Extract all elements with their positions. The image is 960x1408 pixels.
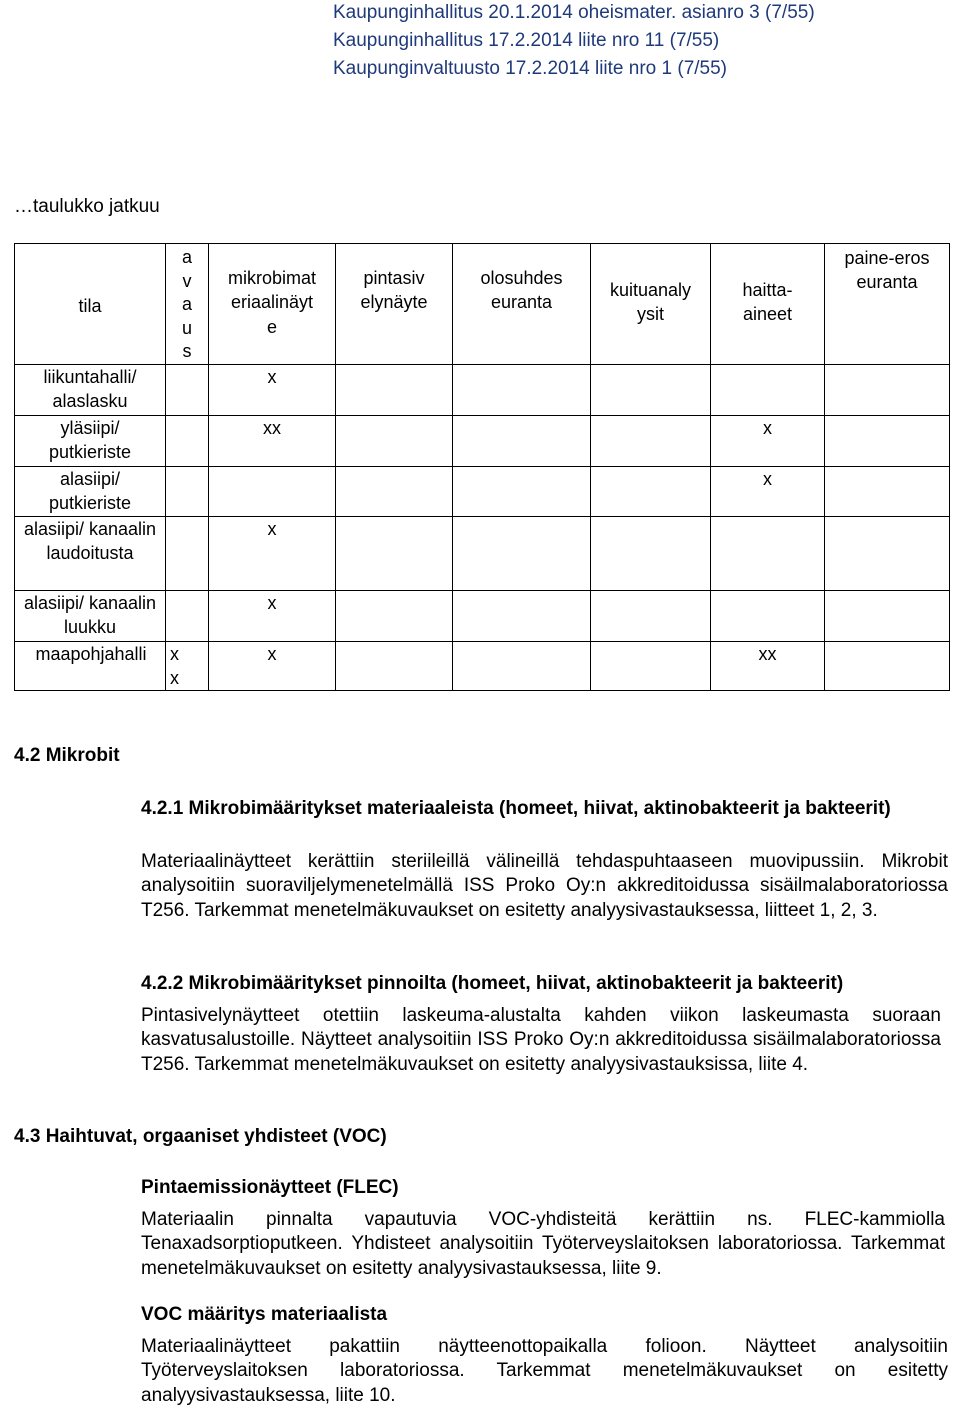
section-4-2-2-text: Pintasivelynäytteet otettiin laskeuma-alustalta kahden viikon laskeumasta suoraan kasvatusalustoille. Näytteet analysoitiin ISS Proko Oy:n akkreditoidussa sisäilmalaboratoriossa T256. Tarkemmat menetelmäkuvaukset on esitetty analyysivastauksissa, liite 4.: [141, 1005, 941, 1075]
table-header-row: [15, 244, 950, 365]
avaus-cell: [166, 590, 209, 641]
paine-cell: [825, 516, 950, 590]
pinta-cell: [336, 590, 453, 641]
header-kuitu: kuituanalyysit: [591, 244, 711, 365]
header-olosuhde: olosuhdeseuranta: [453, 244, 591, 365]
table-row: [15, 641, 950, 691]
room-cell: yläsiipi/ putkieriste: [15, 416, 166, 467]
header-line-3: Kaupunginvaltuusto 17.2.2014 liite nro 1 (7/55): [333, 58, 727, 79]
pinta-cell: [336, 416, 453, 467]
olosuhde-cell: [453, 516, 591, 590]
paine-cell: [825, 467, 950, 517]
pinta-cell: [336, 365, 453, 416]
table-row: [15, 365, 950, 416]
paine-cell: [825, 641, 950, 691]
kuitu-cell: [591, 416, 711, 467]
olosuhde-cell: [453, 641, 591, 691]
haitta-cell: [711, 516, 825, 590]
mikrobi-cell: x: [209, 590, 336, 641]
mikrobi-cell: xx: [209, 416, 336, 467]
olosuhde-cell: [453, 590, 591, 641]
table-row: [15, 590, 950, 641]
kuitu-cell: [591, 516, 711, 590]
mikrobi-cell: x: [209, 516, 336, 590]
kuitu-cell: [591, 590, 711, 641]
pinta-cell: [336, 641, 453, 691]
room-cell: alasiipi/ kanaalin laudoitusta: [15, 516, 166, 590]
header-pinta: pintasivelynäyte: [336, 244, 453, 365]
header-haitta: haitta-aineet: [711, 244, 825, 365]
haitta-cell: xx: [711, 641, 825, 691]
mikrobi-cell: [209, 467, 336, 517]
paine-cell: [825, 590, 950, 641]
paine-cell: [825, 416, 950, 467]
header-tila: tila: [15, 244, 166, 365]
section-4-2-heading: 4.2 Mikrobit: [14, 745, 120, 766]
header-line-2: Kaupunginhallitus 17.2.2014 liite nro 11 (7/55): [333, 30, 720, 51]
section-4-2-1-heading: 4.2.1 Mikrobimääritykset materiaaleista (homeet, hiivat, aktinobakteerit ja bakteerit): [141, 798, 891, 819]
avaus-cell: [166, 365, 209, 416]
pinta-cell: [336, 467, 453, 517]
room-cell: liikuntahalli/ alaslasku: [15, 365, 166, 416]
room-cell: alasiipi/ kanaalin luukku: [15, 590, 166, 641]
table-row: [15, 516, 950, 590]
table-row: [15, 467, 950, 517]
voc-text: Materiaalinäytteet pakattiin näytteenottopaikalla folioon. Näytteet analysoitiin Työterveyslaitoksen laboratoriossa. Tarkemmat menetelmäkuvaukset on esitetty analyysivastauksessa, liite 10.: [141, 1336, 948, 1406]
table-continuation-note: …taulukko jatkuu: [14, 196, 160, 217]
table-row: [15, 416, 950, 467]
avaus-cell: [166, 416, 209, 467]
pinta-cell: [336, 516, 453, 590]
sampling-table: [14, 243, 950, 691]
kuitu-cell: [591, 365, 711, 416]
voc-heading: VOC määritys materiaalista: [141, 1304, 388, 1325]
haitta-cell: x: [711, 467, 825, 517]
haitta-cell: [711, 365, 825, 416]
mikrobi-cell: x: [209, 641, 336, 691]
mikrobi-cell: x: [209, 365, 336, 416]
section-4-3-heading: 4.3 Haihtuvat, orgaaniset yhdisteet (VOC): [14, 1126, 387, 1147]
kuitu-cell: [591, 467, 711, 517]
avaus-cell: [166, 467, 209, 517]
haitta-cell: x: [711, 416, 825, 467]
haitta-cell: [711, 590, 825, 641]
olosuhde-cell: [453, 467, 591, 517]
avaus-cell: x x: [166, 641, 209, 691]
section-4-2-1-text: Materiaalinäytteet kerättiin steriileillä välineillä tehdaspuhtaaseen muovipussiin. Mikrobit analysoitiin suoraviljelymenetelmällä ISS Proko Oy:n akkreditoidussa sisäilmalaboratoriossa T256. Tarkemmat menetelmäkuvaukset on esitetty analyysivastauksessa, liitteet 1, 2, 3.: [141, 851, 948, 921]
room-cell: maapohjahalli: [15, 641, 166, 691]
flec-text: Materiaalin pinnalta vapautuvia VOC-yhdisteitä kerättiin ns. FLEC-kammiolla Tenaxadsorptioputkeen. Yhdisteet analysoitiin Työterveyslaitoksen laboratoriossa. Tarkemmat menetelmäkuvaukset on esitetty analyysivastauksessa, liite 9.: [141, 1209, 945, 1279]
header-mikrobi: mikrobimateriaalinäyte: [209, 244, 336, 365]
olosuhde-cell: [453, 416, 591, 467]
section-4-2-2-heading: 4.2.2 Mikrobimääritykset pinnoilta (homeet, hiivat, aktinobakteerit ja bakteerit): [141, 973, 844, 994]
olosuhde-cell: [453, 365, 591, 416]
header-line-1: Kaupunginhallitus 20.1.2014 oheismater. asianro 3 (7/55): [333, 2, 815, 23]
header-avaus: avaus: [166, 244, 209, 365]
avaus-cell: [166, 516, 209, 590]
header-paine: paine-eroseuranta: [825, 244, 950, 365]
kuitu-cell: [591, 641, 711, 691]
paine-cell: [825, 365, 950, 416]
flec-heading: Pintaemissionäytteet (FLEC): [141, 1177, 399, 1198]
room-cell: alasiipi/ putkieriste: [15, 467, 166, 517]
